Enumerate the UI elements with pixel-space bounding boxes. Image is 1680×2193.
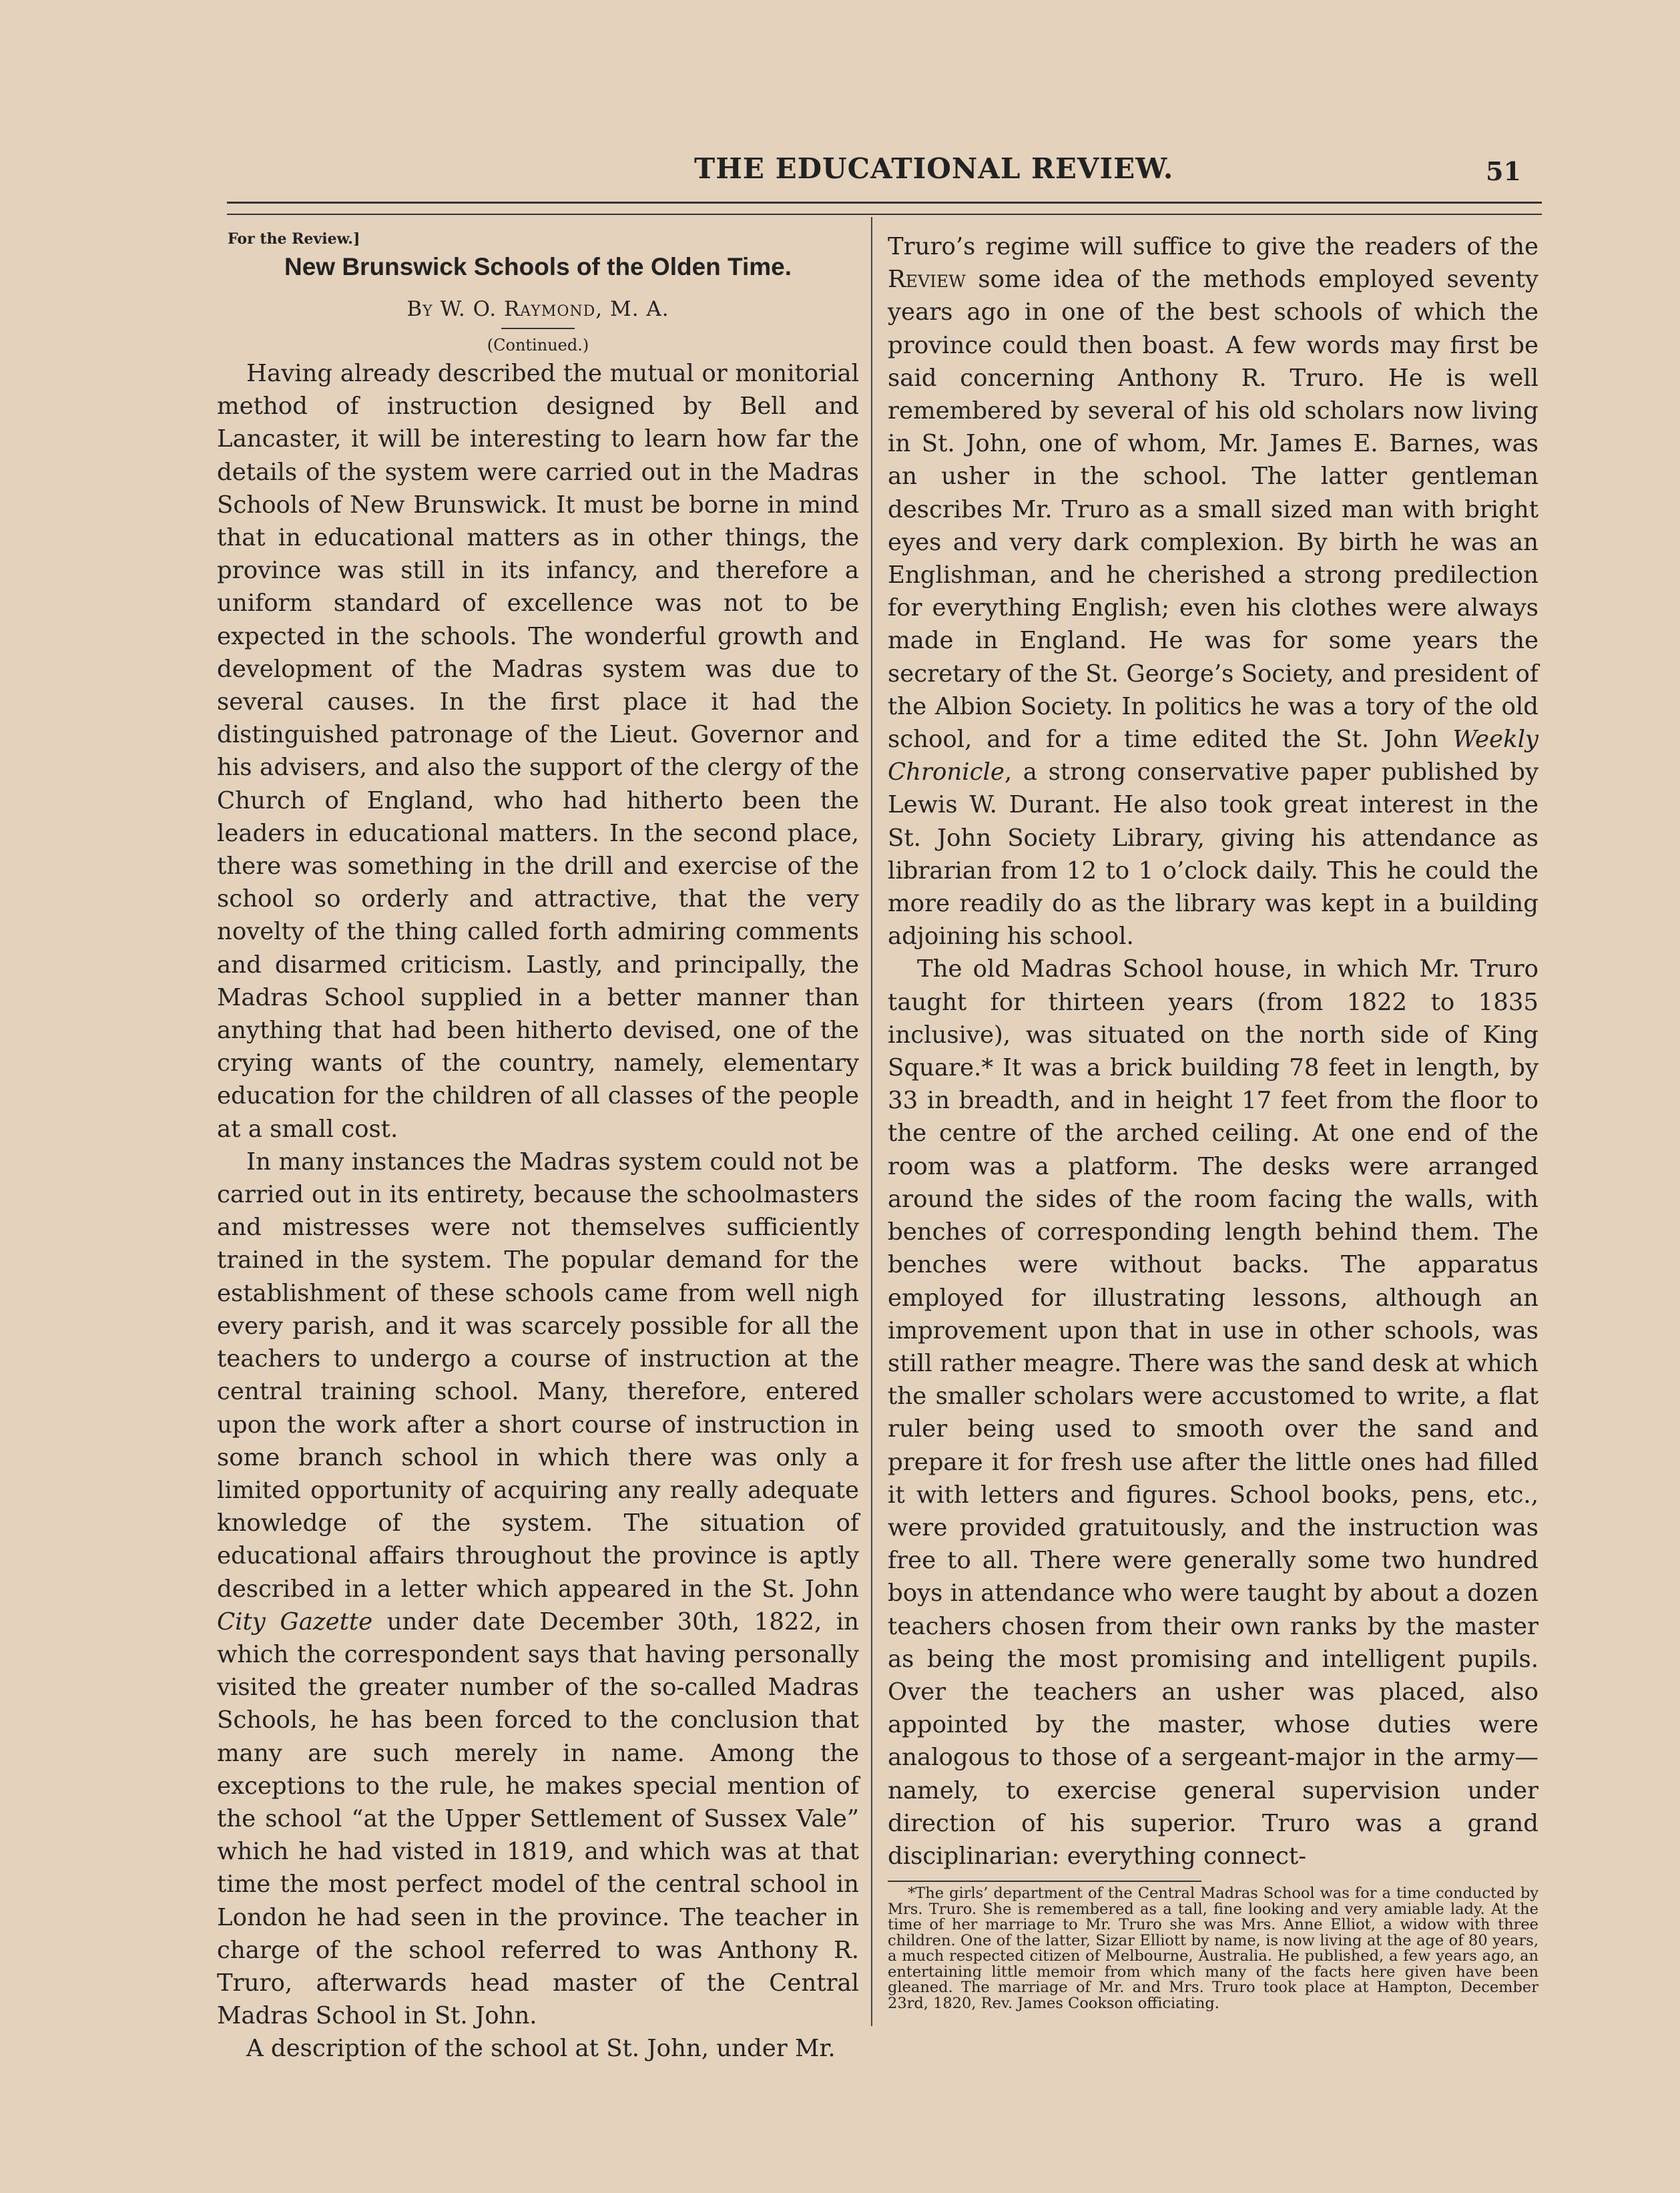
article-byline: By W. O. Raymond, M. A. bbox=[406, 297, 669, 321]
publication-name: Review bbox=[888, 266, 966, 294]
header-rule-thin bbox=[227, 214, 1542, 215]
article-overline: For the Review.] bbox=[228, 230, 360, 248]
paragraph: The old Madras School house, in which Mr. Truro taught for thirteen years (from 1822 to 1835 inclusive), was situated on the north side of King Square.* It was a brick building 78 feet in length, by 33 in breadth, and in height 17 feet from the floor to the centre of the arched ceiling. At one end of the room was a platform. The desks were arranged around the sides of the room facing the walls, with benches of corresponding length behind them. The benches were without backs. The apparatus employed for illustrating lessons, although an improvement upon that in use in other schools, was still rather meagre. There was the sand desk at which the smaller scholars were accustomed to write, a flat ruler being used to smooth over the sand and prepare it for fresh use after the little ones had filled it with letters and figures. School books, pens, etc., were provided gratuitously, and the instruction was free to all. There were generally some two hundred boys in attendance who were taught by about a dozen teachers chosen from their own ranks by the master as being the most promising and intelligent pupils. Over the teachers an usher was placed, also appointed by the master, whose duties were analogous to those of a sergeant-major in the army—namely, to exercise general supervision under direction of his superior. Truro was a grand disciplinarian: everything connect- bbox=[888, 955, 1538, 1870]
continued-note: (Continued.) bbox=[487, 336, 589, 354]
article-title: New Brunswick Schools of the Olden Time. bbox=[284, 253, 792, 280]
paragraph: Having already described the mutual or monitorial method of instruction designed by Bell and Lancaster, it will be interesting to learn how far the details of the system were carried out in the Madras Schools of New Brunswick. It must be borne in mind that in educational matters as in other things, the province was still in its infancy, and therefore a uniform standard of excellence was not to be expected in the schools. The wonderful growth and development of the Madras system was due to several causes. In the first place it had the distinguished patronage of the Lieut. Governor and his advisers, and also the support of the clergy of the Church of England, who had hitherto been the leaders in educational matters. In the second place, there was something in the drill and exercise of the school so orderly and attractive, that the very novelty of the thing called forth admiring comments and disarmed criticism. Lastly, and principally, the Madras School supplied in a better manner than anything that had been hitherto devised, one of the crying wants of the country, namely, elementary education for the children of all classes of the people at a small cost. bbox=[217, 360, 859, 1143]
italic-title: Weekly Chronicle bbox=[888, 726, 1538, 786]
page-number: 51 bbox=[1486, 156, 1521, 186]
text-run: Truro’s regime will suffice to give the readers of the bbox=[888, 233, 1538, 260]
paragraph bbox=[217, 1146, 859, 2032]
text-run: under date December 30th, 1822, in which the correspondent says that having personally visited the greater number of the so-called Madras Schools, he has been forced to the conclusion that many are such merely in name. Among the exceptions to the rule, he makes special mention of the school “at the Upper Settlement of Sussex Vale” which he had visted in 1819, and which was at that time the most perfect model of the central school in London he had seen in the province. The teacher in charge of the school referred to was Anthony R. Truro, afterwards head master of the Central Madras School in St. John. bbox=[217, 1608, 859, 2030]
text-run: , a strong conservative paper published by Lewis W. Durant. He also took great interest in the St. John Society Library, giving his attendance as librarian from 12 to 1 o’clock daily. This he could the more readily do as the library was kept in a building adjoining his school. bbox=[888, 758, 1538, 951]
italic-title: City Gazette bbox=[217, 1608, 373, 1636]
paragraph bbox=[888, 230, 1538, 953]
text-run: In many instances the Madras system could not be carried out in its entirety, because the schoolmasters and mistresses were not themselves sufficiently trained in the system. The popular demand for the establishment of these schools came from well nigh every parish, and it was scarcely possible for all the teachers to undergo a course of instruction at the central training school. Many, therefore, entered upon the work after a short course of instruction in some branch school in which there was only a limited opportunity of acquiring any really adequate knowledge of the system. The situation of educational affairs throughout the province is aptly described in a letter which appeared in the St. John bbox=[217, 1148, 859, 1603]
running-title: THE EDUCATIONAL REVIEW. bbox=[694, 152, 1174, 185]
left-column bbox=[217, 230, 859, 2065]
column-divider bbox=[871, 217, 872, 2026]
right-column bbox=[888, 230, 1538, 2011]
footnote: *The girls’ department of the Central Madras School was for a time conducted by Mrs. Truro. She is remembered as a tall, fine looking and very amiable lady. At the time of her marriage to Mr. Truro she was Mrs. Anne Elliot, a widow with three children. One of the latter, Sizar Elliott by name, is now living at the age of 80 years, a much respected citizen of Melbourne, Australia. He published, a few years ago, an entertaining little memoir from which many of the facts here given have been gleaned. The marriage of Mr. and Mrs. Truro took place at Hampton, December 23rd, 1820, Rev. James Cookson officiating. bbox=[888, 1885, 1538, 2012]
byline-rule bbox=[501, 328, 575, 329]
footnote-rule bbox=[888, 1881, 1201, 1882]
text-run: some idea of the methods employed seventy years ago in one of the best schools of which the province could then boast. A few words may first be said concerning Anthony R. Truro. He is well remembered by several of his old scholars now living in St. John, one of whom, Mr. James E. Barnes, was an usher in the school. The latter gentleman describes Mr. Truro as a small sized man with bright eyes and very dark complexion. By birth he was an Englishman, and he cherished a strong predilection for everything English; even his clothes were always made in England. He was for some years the secretary of the St. George’s Society, and president of the Albion Society. In politics he was a tory of the old school, and for a time edited the St. John bbox=[888, 266, 1538, 754]
header-rule bbox=[227, 202, 1542, 204]
paragraph: A description of the school at St. John, under Mr. bbox=[246, 2035, 836, 2063]
